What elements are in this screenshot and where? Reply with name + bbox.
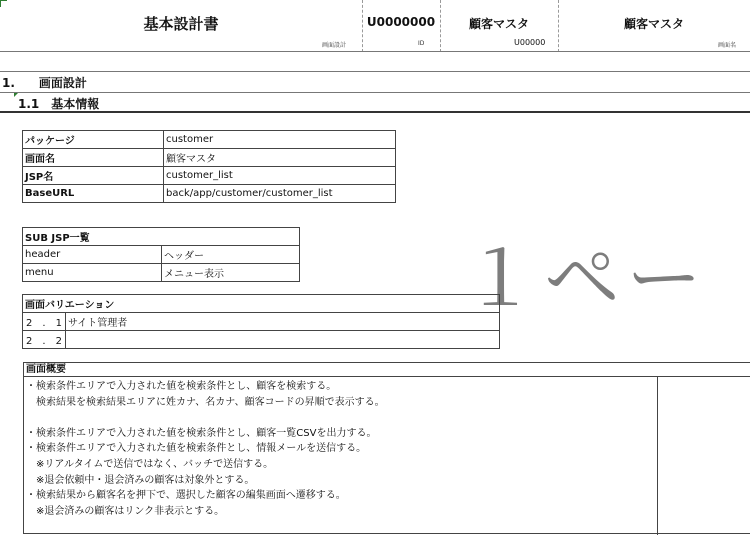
- summary-divider: [657, 377, 658, 535]
- section-heading-1: 1. 画面設計: [2, 76, 87, 90]
- sub-jsp-name: header: [23, 246, 162, 264]
- info-label: JSP名: [23, 167, 164, 185]
- table-row: [23, 131, 396, 149]
- sub-jsp-desc: ヘッダー: [162, 246, 300, 264]
- table-header-row: [23, 295, 500, 313]
- variation-desc: [66, 331, 500, 349]
- variation-title: 画面バリエーション: [23, 295, 500, 313]
- page-number-watermark: １ペー: [462, 234, 708, 323]
- screen-name2-sublabel: 画面名: [718, 42, 737, 49]
- header-bottom-border: [0, 51, 750, 52]
- doc-title: 基本設計書: [143, 15, 219, 33]
- screen-summary-box: [23, 362, 750, 534]
- sub-jsp-name: menu: [23, 264, 162, 282]
- basic-info-table: [22, 130, 396, 203]
- screen-name: 顧客マスタ: [468, 17, 529, 31]
- variation-no: 2 . 1: [23, 313, 66, 331]
- section-heading-1-1: 1.1 基本情報: [18, 97, 100, 111]
- table-row: [23, 149, 396, 167]
- summary-line: ※リアルタイムで送信ではなく、バッチで送信する。: [26, 458, 274, 470]
- table-row: [23, 246, 300, 264]
- info-value: 顧客マスタ: [164, 149, 396, 167]
- doc-title-sublabel: 画面設計: [322, 42, 347, 49]
- table-row: [23, 167, 396, 185]
- section-divider: [0, 71, 750, 72]
- summary-line: ※退会済みの顧客はリンク非表示とする。: [26, 505, 225, 517]
- info-value: customer_list: [164, 167, 396, 185]
- info-value: back/app/customer/customer_list: [164, 185, 396, 203]
- summary-line: ※退会依頼中・退会済みの顧客は対象外とする。: [26, 474, 255, 486]
- summary-line: ・検索条件エリアで入力された値を検索条件とし、情報メールを送信する。: [26, 443, 367, 455]
- variation-table: [22, 294, 500, 349]
- screen-name2-cell: [558, 0, 750, 52]
- table-row: [23, 313, 500, 331]
- screen-name2: 顧客マスタ: [623, 17, 684, 31]
- summary-line: 検索結果を検索結果エリアに姓カナ、名カナ、顧客コードの昇順で表示する。: [26, 396, 385, 408]
- table-row: [23, 264, 300, 282]
- sub-jsp-title: SUB JSP一覧: [23, 228, 300, 246]
- summary-text: [26, 379, 385, 519]
- doc-title-cell: [0, 0, 362, 52]
- table-row: [23, 331, 500, 349]
- info-label: BaseURL: [23, 185, 164, 203]
- summary-line: ・検索条件エリアで入力された値を検索条件とし、顧客一覧CSVを出力する。: [26, 427, 377, 439]
- info-value: customer: [164, 131, 396, 149]
- doc-code: U0000000: [366, 15, 436, 29]
- variation-desc: サイト管理者: [66, 313, 500, 331]
- info-label: 画面名: [23, 149, 164, 167]
- sub-jsp-table: [22, 227, 300, 282]
- table-header-row: [23, 228, 300, 246]
- section-divider: [0, 92, 750, 93]
- summary-line: ・検索結果から顧客名を押下で、選択した顧客の編集画面へ遷移する。: [26, 490, 346, 502]
- section-underline: [0, 111, 750, 113]
- summary-title: 画面概要: [24, 363, 750, 377]
- variation-no: 2 . 2: [23, 331, 66, 349]
- doc-code-cell: [362, 0, 440, 52]
- screen-name-cell: [440, 0, 558, 52]
- screen-code: U00000: [514, 38, 546, 47]
- table-row: [23, 185, 396, 203]
- info-label: パッケージ: [23, 131, 164, 149]
- summary-line: [26, 410, 385, 426]
- sub-jsp-desc: メニュー表示: [162, 264, 300, 282]
- doc-code-sublabel: ID: [418, 40, 425, 47]
- summary-line: ・検索条件エリアで入力された値を検索条件とし、顧客を検索する。: [26, 381, 337, 392]
